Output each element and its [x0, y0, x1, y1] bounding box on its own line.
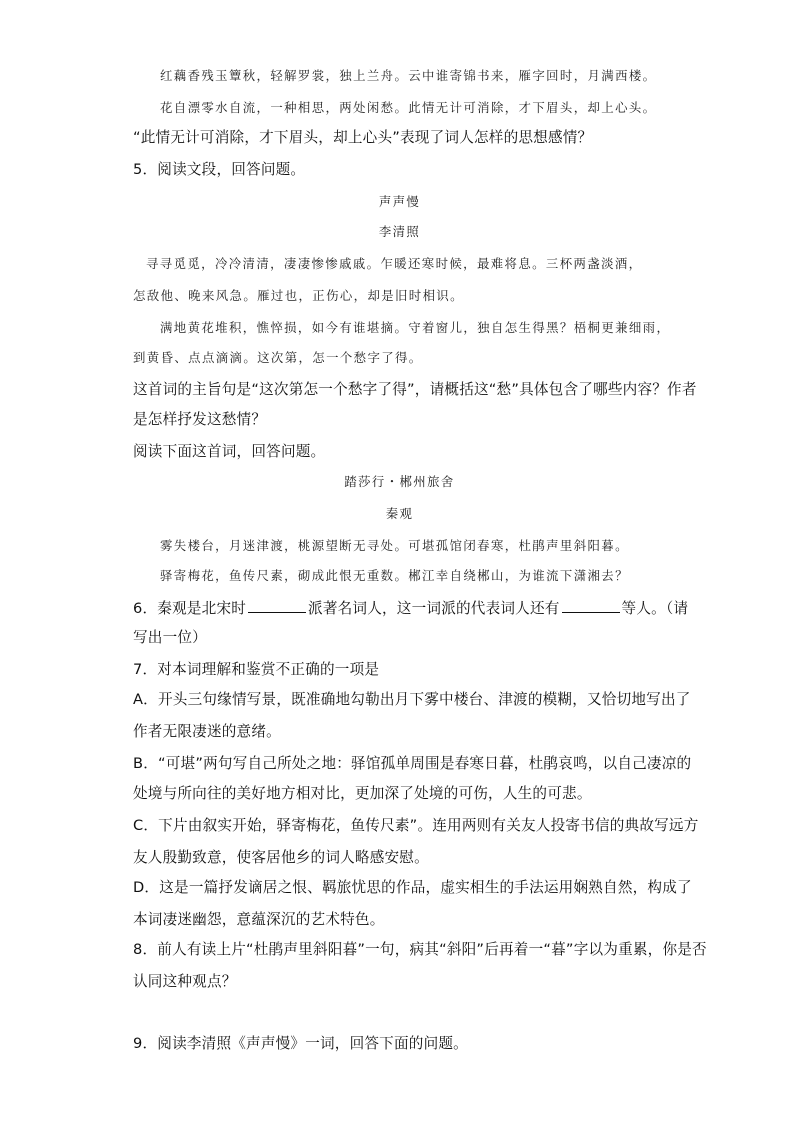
question-9: 9．阅读李清照《声声慢》一词，回答下面的问题。 [133, 1035, 468, 1052]
option-c-line1: C．下片由叙实开始，驿寄梅花，鱼传尺素”。连用两则有关友人投寄书信的典故写远方 [133, 817, 699, 834]
poem3-title: 踏莎行・郴州旅舍 [344, 474, 455, 489]
question-6-part1: 6．秦观是北宋时 [133, 600, 247, 617]
option-d-line2: 本词凄迷幽怨，意蕴深沉的艺术特色。 [133, 911, 385, 928]
question-6-part3: 等人。（请 [621, 600, 689, 617]
poem1-line2: 花自漂零水自流，一种相思，两处闲愁。此情无计可消除，才下眉头，却上心头。 [160, 100, 657, 115]
question-8-line2: 认同这种观点？ [133, 973, 237, 990]
poem2-title: 声声慢 [378, 194, 421, 209]
answer-blank-1[interactable] [248, 598, 306, 613]
poem3-author: 秦观 [385, 506, 414, 521]
question-5-line2: 是怎样抒发这愁情？ [133, 411, 267, 428]
poem2-line3: 满地黄花堆积，憔悴损，如今有谁堪摘。守着窗儿，独自怎生得黑？梧桐更兼细雨， [160, 320, 671, 335]
poem1-line1: 红藕香残玉簟秋，轻解罗裳，独上兰舟。云中谁寄锦书来，雁字回时，月满西楼。 [160, 68, 657, 83]
poem2-line1: 寻寻觅觅，冷冷清清，凄凄惨惨戚戚。乍暖还寒时候，最难将息。三杯两盏淡酒， [146, 256, 643, 271]
poem2-line2: 怎敌他、晚来风急。雁过也，正伤心，却是旧时相识。 [133, 288, 464, 303]
question-5-intro: 5．阅读文段，回答问题。 [133, 161, 306, 178]
poem3-line2: 驿寄梅花，鱼传尺素，砌成此恨无重数。郴江幸自绕郴山，为谁流下潇湘去？ [160, 568, 629, 583]
section2-intro: 阅读下面这首词，回答问题。 [133, 443, 326, 460]
answer-blank-2[interactable] [562, 598, 620, 613]
option-a-line2: 作者无限凄迷的意绪。 [133, 723, 281, 740]
question-6-line1 [133, 598, 689, 619]
option-b-line1: B．“可堪”两句写自己所处之地：驿馆孤单周围是春寒日暮，杜鹃哀鸣，以自己凄凉的 [133, 755, 692, 772]
question-5-line1: 这首词的主旨句是“这次第怎一个愁字了得”，请概括这“愁”具体包含了哪些内容？作者 [133, 381, 697, 398]
option-b-line2: 处境与所向往的美好地方相对比，更加深了处境的可伤，人生的可悲。 [133, 785, 592, 802]
poem3-line1: 雾失楼台，月迷津渡，桃源望断无寻处。可堪孤馆闭春寒，杜鹃声里斜阳暮。 [160, 538, 629, 553]
question-8-line1: 8．前人有读上片“杜鹃声里斜阳暮”一句，病其“斜阳”后再着一“暮”字以为重累，你是否 [133, 941, 707, 958]
question-6-part2: 派著名词人，这一词派的代表词人还有 [308, 600, 560, 617]
question-6-line2: 写出一位） [133, 629, 207, 646]
question-4: “此情无计可消除，才下眉头，却上心头”表现了词人怎样的思想感情？ [133, 129, 593, 146]
option-c-line2: 友人殷勤致意，使客居他乡的词人略感安慰。 [133, 849, 429, 866]
option-d-line1: D．这是一篇抒发谪居之恨、羁旅忧思的作品，虚实相生的手法运用娴熟自然，构成了 [133, 879, 692, 896]
poem2-line4: 到黄昏、点点滴滴。这次第，怎一个愁字了得。 [133, 350, 423, 365]
option-a-line1: A．开头三句缘情写景，既准确地勾勒出月下雾中楼台、津渡的模糊，又恰切地写出了 [133, 691, 691, 708]
poem2-author: 李清照 [378, 224, 421, 239]
question-7-stem: 7．对本词理解和鉴赏不正确的一项是 [133, 661, 380, 678]
